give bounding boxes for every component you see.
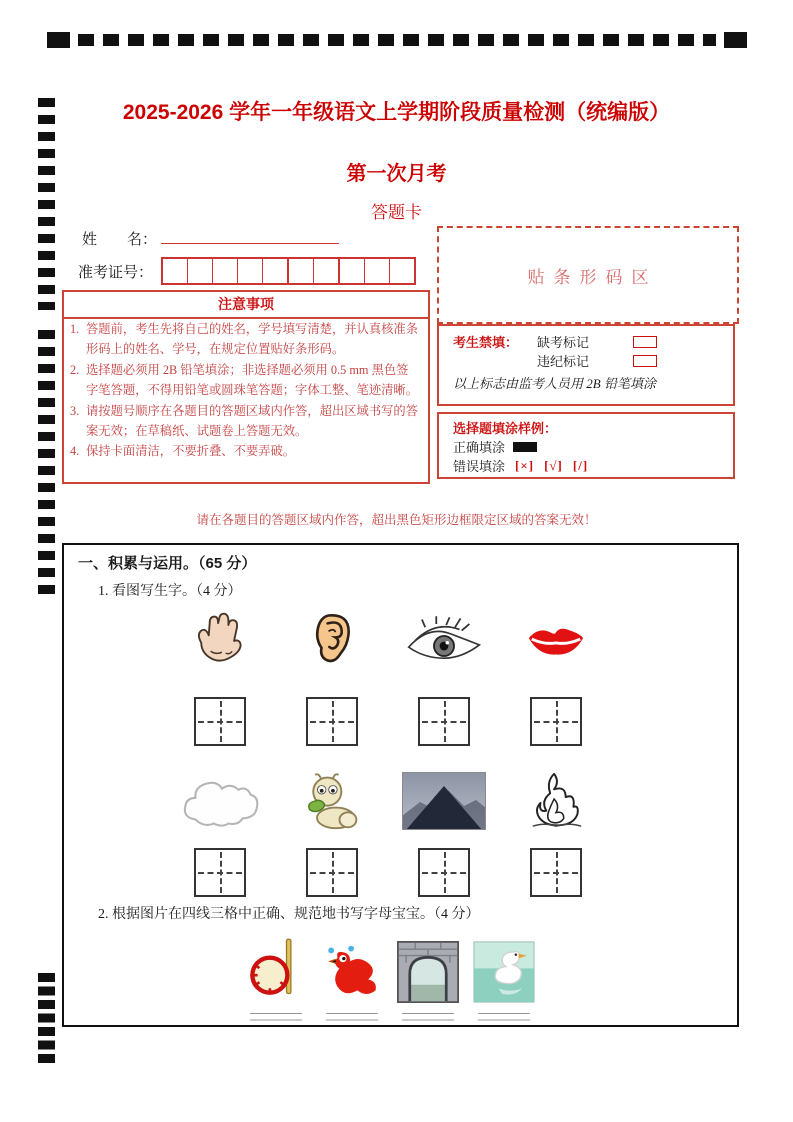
exam-number-cell[interactable] [314,259,340,283]
picture-rooster [321,929,383,1005]
picture-arch [397,929,459,1005]
cloud-image [179,772,261,830]
notice-item-number: 2. [70,362,80,377]
four-line-grid[interactable] [250,1013,302,1027]
picture-drum [245,929,307,1005]
main-answer-box [62,543,739,1027]
tianzige-grid[interactable] [306,697,358,746]
name-row [82,227,339,249]
registration-marks-left-3 [38,973,55,1065]
picture-hand [175,605,265,675]
wrong-fill-examples [515,458,598,474]
insect-image [302,769,362,833]
correct-fill-label: 正确填涂 [453,440,506,455]
notice-item [64,360,428,401]
section-title: 一、积累与运用。（65 分） [78,555,257,572]
wrong-mark-x: [×] [515,457,535,473]
four-line-grid[interactable] [402,1013,454,1027]
notice-item [64,441,428,462]
exam-number-cell[interactable] [340,259,365,283]
picture-mouth [511,605,601,675]
tianzige-grid[interactable] [418,848,470,897]
arch-image [397,939,459,1005]
notice-item [64,319,428,360]
exam-number-cell[interactable] [188,259,213,283]
sheet-name: 答题卡 [371,203,422,222]
exam-number-cell[interactable] [289,259,314,283]
exam-number-row [78,257,416,285]
exam-number-cell[interactable] [163,259,188,283]
q1-grid-row-2 [175,848,737,896]
notice-title: 注意事项 [64,292,428,319]
exam-number-cells [161,257,416,285]
four-line-grid[interactable] [478,1013,530,1027]
tianzige-grid[interactable] [530,697,582,746]
exam-number-cell[interactable] [238,259,263,283]
notice-item [64,401,428,442]
notice-item-text: 选择题必须用 2B 铅笔填涂；非选择题必须用 0.5 mm 黑色签字笔答题，不得用铅笔或圆珠笔答题；字体工整、笔迹清晰。 [86,362,419,397]
wrong-mark-check: [√] [544,457,563,473]
mountain-image [402,772,486,830]
picture-fire [511,761,601,841]
exam-number-cell[interactable] [263,259,289,283]
exam-number-cell[interactable] [213,259,238,283]
registration-marks-left-2 [38,330,55,594]
eye-image [404,614,484,667]
barcode-label: 贴条形码区 [527,267,658,287]
proctor-only-box [437,324,735,406]
violation-mark-box[interactable] [633,355,657,367]
registration-marks-top [47,32,747,48]
picture-insect [287,761,377,841]
q1-picture-row-1 [175,605,737,675]
violation-mark-label: 违纪标记 [537,354,590,369]
notice-item-number: 4. [70,444,80,459]
fire-image [525,768,587,834]
q2-picture-row [245,929,737,1005]
picture-eye [399,605,489,675]
rooster-image [323,943,381,1005]
notice-item-text: 请按题号顺序在各题目的答题区域内作答，超出区域书写的答案无效；在草稿纸、试题卷上答题无效。 [86,403,419,438]
q2-writing-lines-row [245,1013,737,1027]
fill-sample-box [437,412,735,479]
tianzige-grid[interactable] [418,697,470,746]
exam-number-label: 准考证号： [78,264,154,281]
registration-marks-top-row [78,34,716,46]
goose-image [473,939,535,1005]
q1-grid-row-1 [175,697,737,745]
notice-item-number: 1. [70,322,80,336]
q1-picture-row-2 [175,761,737,841]
wrong-mark-slash: [/] [572,457,589,473]
absent-mark-label: 缺考标记 [537,335,590,350]
fill-sample-title: 选择题填涂样例： [453,421,558,436]
exam-name: 第一次月考 [346,163,447,185]
notice-item-number: 3. [70,403,80,418]
proctor-title: 考生禁填： [453,335,519,350]
correct-fill-example [513,442,537,452]
question-2-label: 2. 根据图片在四线三格中正确、规范地书写字母宝宝。（4 分） [98,907,480,922]
drum-image [248,933,304,1005]
exam-number-cell[interactable] [365,259,390,283]
exam-number-cell[interactable] [390,259,414,283]
tianzige-grid[interactable] [194,848,246,897]
proctor-note: 以上标志由监考人员用 2B 铅笔填涂 [453,376,656,391]
notice-item-text: 答题前，考生先将自己的姓名，学号填写清楚，并认真核准条形码上的姓名、学号，在规定位置贴好条形码。 [86,322,419,356]
tianzige-grid[interactable] [530,848,582,897]
page-title: 2025-2026 学年一年级语文上学期阶段质量检测（统编版） [122,101,671,124]
barcode-paste-area[interactable] [437,226,739,324]
ear-image [304,608,360,672]
picture-cloud [175,761,265,841]
name-label: 姓 名： [82,232,158,248]
tianzige-grid[interactable] [194,697,246,746]
picture-ear [287,605,377,675]
tianzige-grid[interactable] [306,848,358,897]
answer-area-warning: 请在各题目的答题区域内作答，超出黑色矩形边框限定区域的答案无效！ [196,513,597,527]
picture-goose [473,929,535,1005]
notice-box [62,290,430,484]
picture-mountain [399,761,489,841]
mouth-image [525,620,587,660]
name-input-line[interactable] [161,227,339,244]
four-line-grid[interactable] [326,1013,378,1027]
notice-item-text: 保持卡面清洁，不要折叠、不要弄破。 [86,444,296,459]
absent-mark-box[interactable] [633,336,657,348]
wrong-fill-label: 错误填涂 [453,459,506,474]
hand-image [190,608,250,672]
question-1-label: 1. 看图写生字。（4 分） [98,584,242,599]
